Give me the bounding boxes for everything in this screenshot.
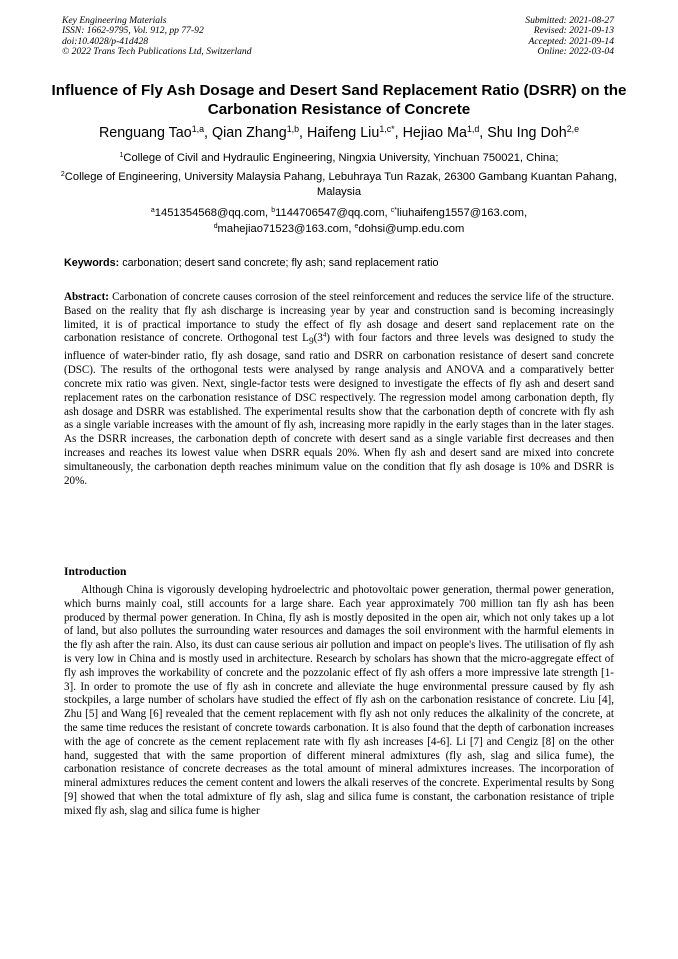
author-separator: , [204, 125, 212, 141]
introduction-heading: Introduction [64, 566, 127, 578]
affiliation-text: College of Civil and Hydraulic Engineering, Ningxia University, Yinchuan 750021, China; [123, 152, 559, 164]
orthogonal-array-paren: (3 [313, 332, 323, 345]
online-date: Online: 2022-03-04 [537, 45, 614, 57]
revised-date: Revised: 2021-09-13 [533, 25, 614, 37]
abstract-text-rest: ) with four factors and three levels was designed to study the influence of water-binder ratio, fly ash dosage, sand ratio and DSRR on carbonation resistance of desert sand concrete (DSC). The results of the orthogonal tests were analysed by range analysis and ANOVA and a comparatively better concrete mix ratio was given. Next, single-factor tests were designed to investigate the effects of fly ash and desert sand replacement rates on the carbonation resistance of DSC respectively. The regression model among carbonation depth, fly ash dosage and DSRR was established. The experimental results show that the carbonation depth of concrete with fly ash as a single variable increases with the amount of fly ash, increasing more rapidly in the early stages than in the later stages. As the DSRR increases, the carbonation depth of concrete with desert sand as a single variable first decreases and then increases and reaches its lowest value when DSRR equals 20%. When fly ash and desert sand are mixed into concrete simultaneously, the carbonation depth reaches minimum value on the condition that fly ash dosage is 10% and DSRR is 20%. [64, 332, 614, 487]
email-separator: , [384, 207, 391, 219]
author-affiliation-marker: 2,e [566, 124, 580, 135]
keywords-text: carbonation; desert sand concrete; fly ash; sand replacement ratio [122, 257, 439, 269]
email-separator: , [348, 222, 355, 235]
email-marker: d [213, 222, 218, 230]
journal-header-left [62, 16, 252, 57]
author-separator: , [479, 125, 488, 141]
email-address[interactable]: 1144706547@qq.com [275, 207, 385, 219]
author-list [20, 124, 658, 142]
author-name: Qian Zhang [211, 125, 287, 141]
email-marker: a [150, 207, 155, 215]
author-separator: , [394, 125, 403, 141]
abstract-text-start: Carbonation of concrete causes corrosion of the steel reinforcement and reduces the service life of the structure. Based on the reality that fly ash discharge is increasing year by year and construction sand is becoming increasingly limited, it is of practical importance to study the effect of fly ash dosage and desert sand replacement rate on the carbonation resistance of concrete. Orthogonal test L [64, 291, 615, 345]
affiliation-marker: 1 [119, 152, 124, 160]
author-affiliation-marker: 1,c* [379, 124, 395, 135]
issn-line: ISSN: 1662-9795, Vol. 912, pp 77-92 [62, 25, 204, 37]
author-affiliation-marker: 1,b [286, 124, 300, 135]
email-address[interactable]: 1451354568@qq.com [154, 207, 266, 219]
author-name: Renguang Tao [98, 125, 192, 141]
email-address[interactable]: mahejiao71523@163.com [217, 222, 349, 235]
journal-name: Key Engineering Materials [62, 15, 167, 26]
affiliation-1 [60, 151, 618, 166]
orthogonal-array-subscript: 9 [308, 337, 314, 348]
email-separator: , [523, 207, 528, 219]
affiliation-marker: 2 [60, 171, 65, 179]
author-affiliation-marker: 1,a [191, 124, 205, 135]
email-marker: b [271, 207, 276, 215]
email-address[interactable]: liuhaifeng1557@163.com [396, 207, 524, 219]
email-marker: e [354, 222, 359, 230]
abstract-label: Abstract: [64, 291, 109, 303]
affiliation-2 [60, 170, 618, 200]
copyright-line: © 2022 Trans Tech Publications Ltd, Switzerland [62, 45, 252, 57]
email-marker: c* [390, 207, 397, 215]
author-affiliation-marker: 1,d [466, 124, 480, 135]
submitted-date: Submitted: 2021-08-27 [525, 15, 614, 26]
author-name: Shu Ing Doh [487, 125, 567, 141]
author-separator: , [299, 125, 307, 141]
author-name: Haifeng Liu [306, 125, 380, 141]
accepted-date: Accepted: 2021-09-14 [528, 35, 614, 47]
email-address[interactable]: dohsi@ump.edu.com [358, 222, 465, 235]
affiliation-text: College of Engineering, University Malaysia Pahang, Lebuhraya Tun Razak, 26300 Gambang Kuantan Pahang, Malaysia [64, 171, 618, 198]
doi-line: doi:10.4028/p-41d428 [62, 35, 149, 47]
orthogonal-array-exponent: 4 [322, 332, 327, 340]
abstract-paragraph [64, 291, 614, 488]
keywords-label: Keywords: [64, 257, 120, 269]
introduction-paragraph: Although China is vigorously developing hydroelectric and photovoltaic power generation, thermal power generation, which burns mainly coal, still accounts for a large share. Each year approximately 700 million tan fly ash has been produced by thermal power generation. In China, fly ash is mostly deposited in the open air, which not only takes up a lot of land, but also pollutes the surrounding water resources and damages the soil environment with the harmful elements in the fly ash after the rain. Also, its dust can cause serious air pollution and impact on people's lives. The utilisation of fly ash is very low in China and is mostly used in architecture. Research by scholars has shown that the micro-aggregate effect of fly ash improves the workability of concrete and the pozzolanic effect of fly ash offers a more impressive late strength [1-3]. In order to promote the use of fly ash in concrete and alleviate the huge environmental pressure caused by fly ash stockpiles, a large number of scholars have studied the effect of fly ash on the carbonation resistance of concrete. Liu [4], Zhu [5] and Wang [6] revealed that the cement replacement with fly ash not only reduces the alkalinity of the concrete, at the same time reduces the resistant of concrete towards carbonation. It is also found that the depth of carbonation increases with the age of concrete as the cement replacement rate with fly ash increases [4-6]. Li [7] and Cengiz [8] on the other hand, suggested that with the same proportion of different mineral admixtures (fly ash, slag and silica fume), the carbonation resistance of concrete decreases as the total amount of mineral admixtures increases. The incorporation of mineral admixtures reduces the cement content and lowers the alkali reserves of the concrete. Experimental results by Song [9] showed that when the total admixture of fly ash, slag and silica fume is constant, the carbonation resistance of triple mixed fly ash, slag and silica fume is higher [64, 584, 614, 817]
paper-title: Influence of Fly Ash Dosage and Desert Sand Replacement Ratio (DSRR) on the Carbonation Resistance of Concrete [51, 82, 627, 118]
keywords-line [64, 256, 439, 270]
author-emails [60, 206, 618, 237]
journal-header-right [525, 16, 614, 57]
author-name: Hejiao Ma [402, 125, 467, 141]
email-separator: , [265, 207, 272, 219]
